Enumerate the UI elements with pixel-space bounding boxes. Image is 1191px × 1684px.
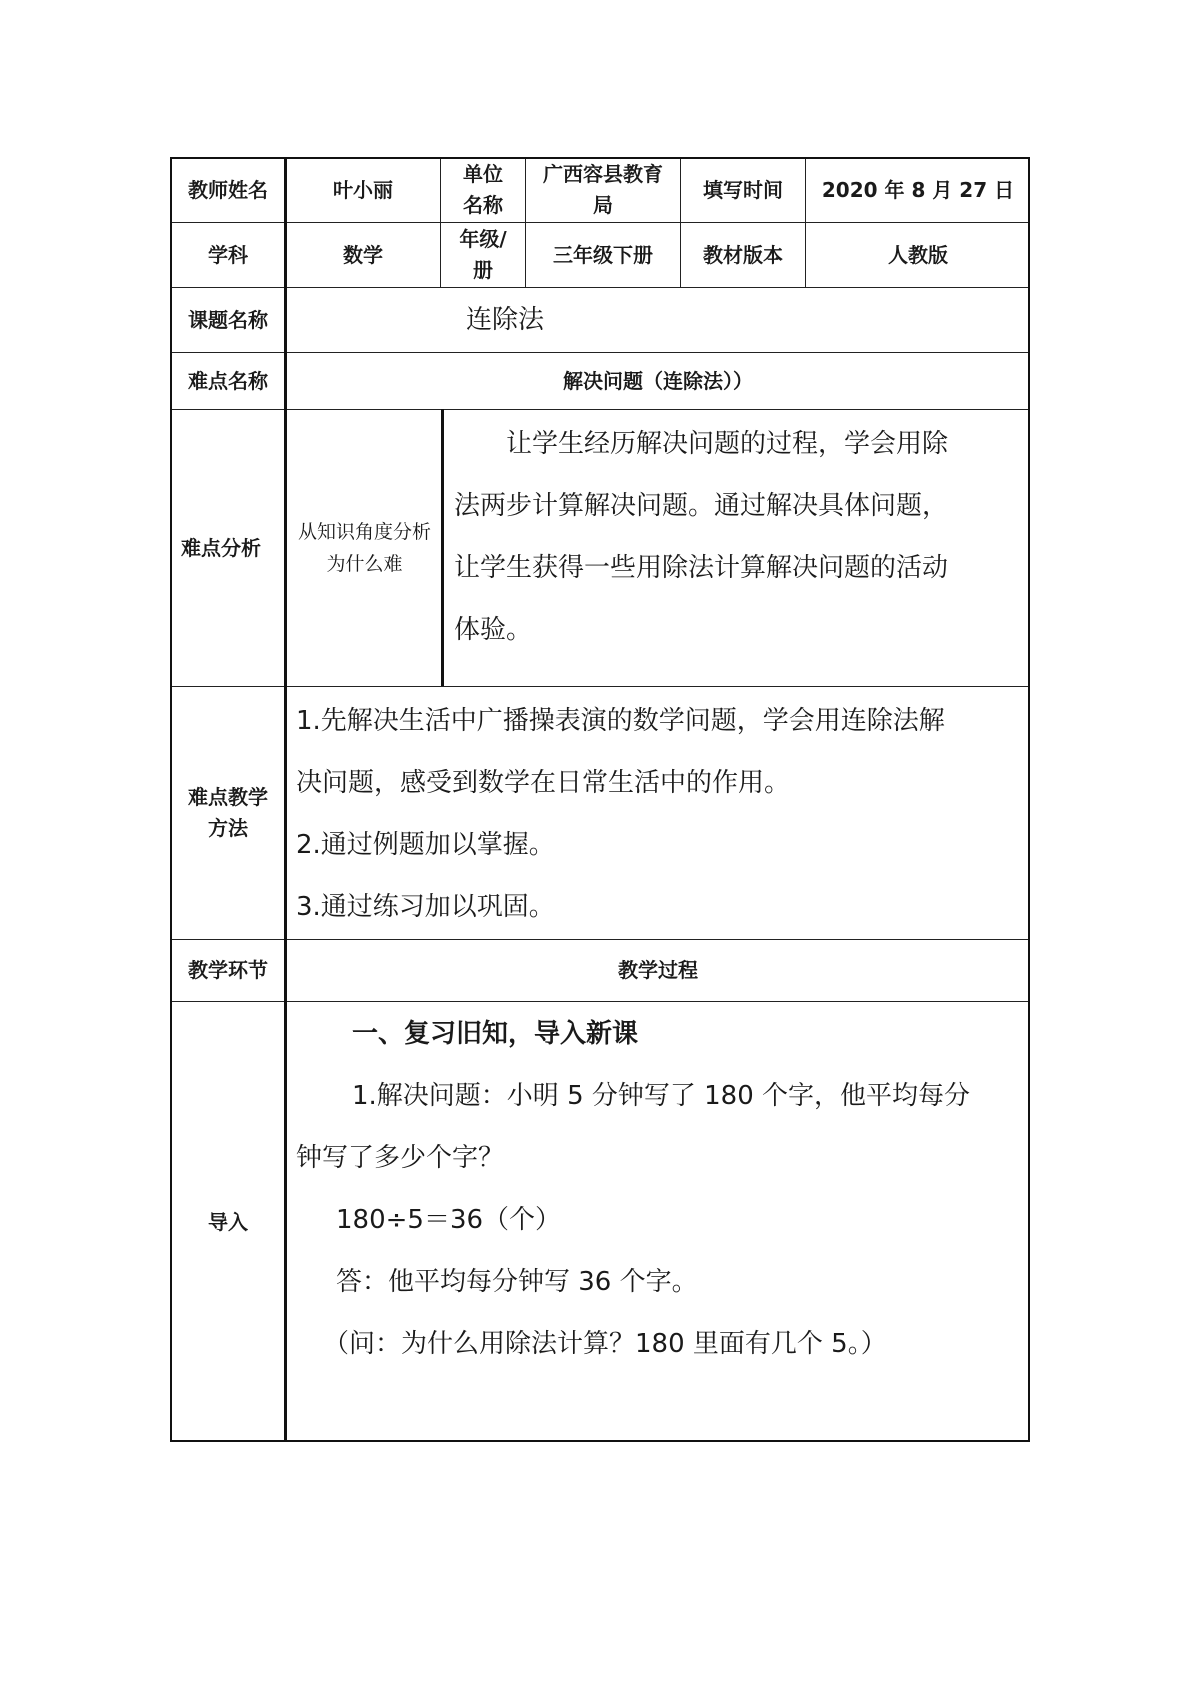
intro-line: 钟写了多少个字？ [296,1143,505,1173]
grade-label: 年级/册 [440,222,525,287]
analysis-line: 法两步计算解决问题。通过解决具体问题， [454,491,949,521]
method-label: 难点教学方法 [170,686,285,939]
column-divider [284,157,287,1442]
textbook-value: 人教版 [805,222,1030,287]
intro-line: 答：他平均每分钟写 36 个字。 [310,1267,698,1297]
fill-time-label: 填写时间 [680,157,805,222]
analysis-content [443,409,1030,686]
method-line: 1.先解决生活中广播操表演的数学问题，学会用连除法解 [296,706,945,736]
difficulty-value: 解决问题（连除法）） [285,352,1030,409]
intro-line: 180÷5＝36（个） [310,1205,562,1235]
analysis-line: 体验。 [454,615,533,645]
intro-heading: 一、复习旧知，导入新课 [352,1019,639,1049]
topic-value: 连除法 [285,287,1030,352]
unit-name-value: 广西容县教育局 [525,157,680,222]
intro-label: 导入 [170,1001,285,1442]
method-content [285,686,1030,939]
intro-line: 1.解决问题：小明 5 分钟写了 180 个字，他平均每分 [326,1081,971,1111]
teacher-name-value: 叶小丽 [285,157,440,222]
difficulty-label: 难点名称 [170,352,285,409]
method-line: 2.通过例题加以掌握。 [296,830,555,860]
intro-line: （问：为什么用除法计算？180 里面有几个 5。） [310,1329,887,1359]
analysis-line: 让学生经历解决问题的过程，学会用除 [454,429,949,459]
column-divider [441,409,444,686]
method-line: 决问题，感受到数学在日常生活中的作用。 [296,768,791,798]
process-stage-label: 教学环节 [170,939,285,1001]
subject-value: 数学 [285,222,440,287]
teacher-name-label: 教师姓名 [170,157,285,222]
fill-time-value: 2020 年 8 月 27 日 [805,157,1030,222]
analysis-line: 让学生获得一些用除法计算解决问题的活动 [454,553,949,583]
topic-label: 课题名称 [170,287,285,352]
analysis-sub-label: 从知识角度分析为什么难 [285,409,443,686]
unit-name-label: 单位名称 [440,157,525,222]
subject-label: 学科 [170,222,285,287]
analysis-label: 难点分析 [170,409,285,686]
method-line: 3.通过练习加以巩固。 [296,892,555,922]
lesson-plan-table [170,157,1030,1442]
grade-value: 三年级下册 [525,222,680,287]
intro-content [285,1001,1030,1442]
process-header-value: 教学过程 [285,939,1030,1001]
textbook-label: 教材版本 [680,222,805,287]
